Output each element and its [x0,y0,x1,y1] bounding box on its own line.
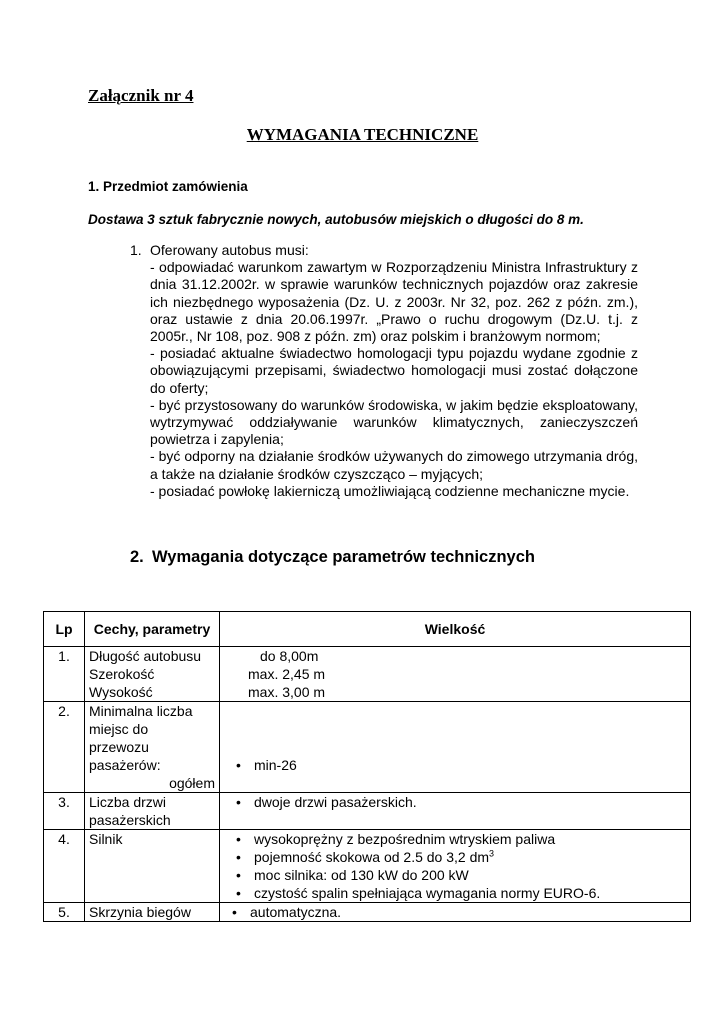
section-1-heading: 1. Przedmiot zamówienia [88,179,248,194]
value-bullet: • wysokoprężny z bezpośrednim wtryskiem paliwa [236,830,686,848]
feature-line: Minimalna liczba [89,703,193,719]
row-lp: 5. [44,903,85,922]
feature-line: Długość autobusu [89,648,202,664]
item-number: 1. [130,242,142,258]
feature-line: miejsc do [89,721,149,737]
section-2-title: Wymagania dotyczące parametrów technicznych [152,548,535,566]
feature-line: Wysokość [89,684,153,700]
row-feature: Silnik [85,830,220,903]
feature-line: przewozu [89,739,149,755]
bullet-text: pojemność skokowa od 2.5 do 3,2 dm [254,849,490,865]
table-row [44,830,691,903]
superscript: 3 [489,848,495,859]
value-bullet: • dwoje drzwi pasażerskich. [236,793,686,811]
row-value [220,830,691,903]
table-row [44,647,691,702]
value-line: max. 3,00 m [248,684,326,700]
table-header-row [44,612,691,647]
value-bullet [236,848,686,866]
row-value [220,647,691,702]
value-bullet: • moc silnika: od 130 kW do 200 kW [236,866,686,884]
requirement-paragraph: - posiadać powłokę lakierniczą umożliwiającą codzienne mechaniczne mycie. [150,482,630,499]
table-row [44,793,691,830]
section-2-heading [130,548,535,567]
technical-parameters-table [43,611,691,922]
header-feature: Cechy, parametry [85,612,220,647]
value-bullet: • automatyczna. [232,903,686,921]
feature-line: pasażerskich [89,812,171,828]
row-value [220,702,691,793]
row-feature [85,647,220,702]
row-value [220,793,691,830]
order-subject: Dostawa 3 sztuk fabrycznie nowych, autobusów miejskich o długości do 8 m. [88,212,584,227]
requirement-paragraph: - posiadać aktualne świadectwo homologacji typu pojazdu wydane zgodnie z obowiązującymi przepisami, świadectwo homologacji musi zostać dołączone do oferty; [150,345,638,396]
requirements-block [130,242,638,500]
annex-title: Załącznik nr 4 [88,86,194,105]
requirement-paragraph: - być przystosowany do warunków środowiska, w jakim będzie eksploatowany, wytrzymywać oddziaływanie warunków klimatycznych, zanieczyszczeń powietrza i zapylenia; [150,396,638,448]
row-value [220,903,691,922]
feature-line: Liczba drzwi [89,794,167,810]
value-bullet: • czystość spalin spełniająca wymagania normy EURO-6. [236,884,686,902]
table-row [44,702,691,793]
item-lead: Oferowany autobus musi: [150,242,309,258]
row-feature: Skrzynia biegów [85,903,220,922]
row-lp: 3. [44,793,85,830]
row-feature [85,702,220,793]
row-feature [85,793,220,830]
value-line: do 8,00m [260,648,319,664]
row-lp: 1. [44,647,85,702]
row-lp: 2. [44,702,85,793]
feature-line: Szerokość [89,666,155,682]
document-title: WYMAGANIA TECHNICZNE [246,125,479,144]
feature-line: ogółem [169,775,215,791]
value-bullet: • min-26 [236,756,686,774]
header-lp: Lp [44,612,85,647]
requirements-list [150,259,638,500]
feature-line: pasażerów: [89,757,161,773]
row-lp: 4. [44,830,85,903]
value-line: max. 2,45 m [248,666,326,682]
table-row [44,903,691,922]
requirement-paragraph: - być odporny na działanie środków używanych do zimowego utrzymania dróg, a także na działanie środków czyszcząco – myjących; [150,448,638,482]
section-2-number: 2. [130,548,144,566]
requirement-paragraph: - odpowiadać warunkom zawartym w Rozporządzeniu Ministra Infrastruktury z dnia 31.12.2002r. w sprawie warunków technicznych pojazdów oraz zakresie ich niezbędnego wyposażenia (Dz. U. z 2003r. Nr 32, poz. 262 z późn. zm.), oraz ustawie z dnia 20.06.1997r. „Prawo o ruchu drogowym (Dz.U. t.j. z 2005r., Nr 108, poz. 908 z późn. zm) oraz polskim i branżowym normom; [150,259,638,345]
requirements-item [130,242,638,259]
header-value: Wielkość [220,612,691,647]
